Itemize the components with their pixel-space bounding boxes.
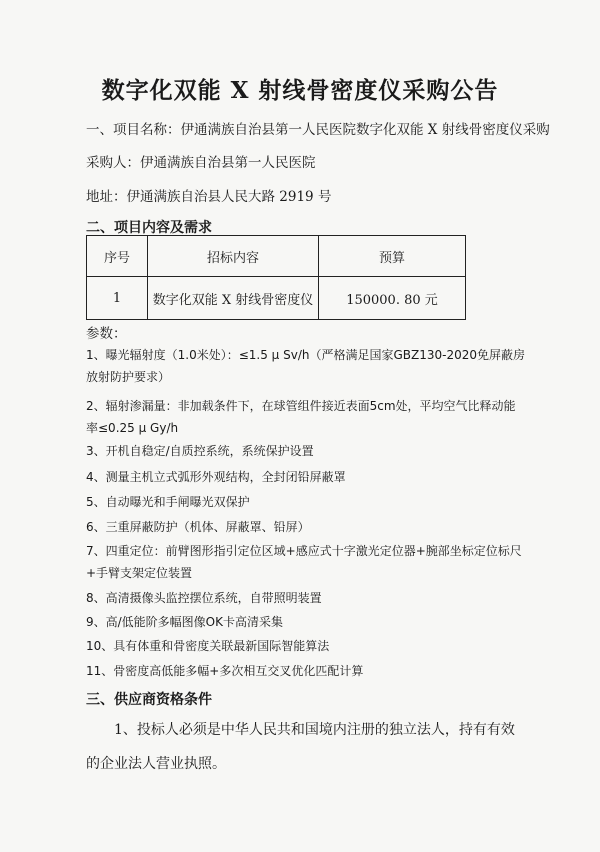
param-item-1: 1、曝光辐射度（1.0米处）：≤1.5 μ Sv/h（严格满足国家GBZ130-2020免屏蔽房放射防护要求） — [86, 348, 526, 384]
column-header-index: 序号 — [87, 236, 148, 277]
column-header-budget: 预算 — [319, 236, 466, 277]
param-item-10: 10、具有体重和骨密度关联最新国际智能算法 — [86, 639, 330, 653]
column-header-content: 招标内容 — [148, 236, 319, 277]
table-row — [87, 277, 466, 320]
param-item-6: 6、三重屏蔽防护（机体、屏蔽罩、铅屏） — [86, 520, 310, 534]
cell-content: 数字化双能 X 射线骨密度仪 — [148, 277, 319, 320]
param-item-4: 4、测量主机立式弧形外观结构，全封闭铅屏蔽罩 — [86, 470, 346, 484]
qualification-paragraph: 1、投标人必须是中华人民共和国境内注册的独立法人，持有有效的企业法人营业执照。 — [86, 722, 515, 772]
table-header-row — [87, 236, 466, 277]
project-name: 一、项目名称：伊通满族自治县第一人民医院数字化双能 X 射线骨密度仪采购 — [86, 122, 550, 138]
param-item-5: 5、自动曝光和手闸曝光双保护 — [86, 495, 250, 509]
address: 地址：伊通满族自治县人民大路 2919 号 — [86, 189, 332, 205]
param-item-11: 11、骨密度高低能多幅+多次相互交叉优化匹配计算 — [86, 664, 364, 678]
param-item-2: 2、辐射渗漏量：非加载条件下，在球管组件接近表面5cm处，平均空气比释动能率≤0.25 μ Gy/h — [86, 399, 516, 435]
section-heading-3: 三、供应商资格条件 — [86, 692, 212, 708]
params-label: 参数： — [86, 326, 127, 342]
cell-budget: 150000. 80 元 — [319, 277, 466, 320]
purchaser: 采购人：伊通满族自治县第一人民医院 — [86, 155, 316, 171]
param-item-3: 3、开机自稳定/自质控系统，系统保护设置 — [86, 444, 314, 458]
param-item-9: 9、高/低能阶多幅图像OK卡高清采集 — [86, 615, 283, 629]
cell-index: 1 — [87, 277, 148, 320]
param-item-7: 7、四重定位：前臂图形指引定位区域+感应式十字激光定位器+腕部坐标定位标尺+手臂支架定位装置 — [86, 544, 522, 580]
requirements-table — [86, 235, 466, 320]
page-title: 数字化双能 X 射线骨密度仪采购公告 — [101, 77, 499, 104]
section-heading-2: 二、项目内容及需求 — [86, 220, 212, 236]
param-item-8: 8、高清摄像头监控摆位系统，自带照明装置 — [86, 591, 322, 605]
